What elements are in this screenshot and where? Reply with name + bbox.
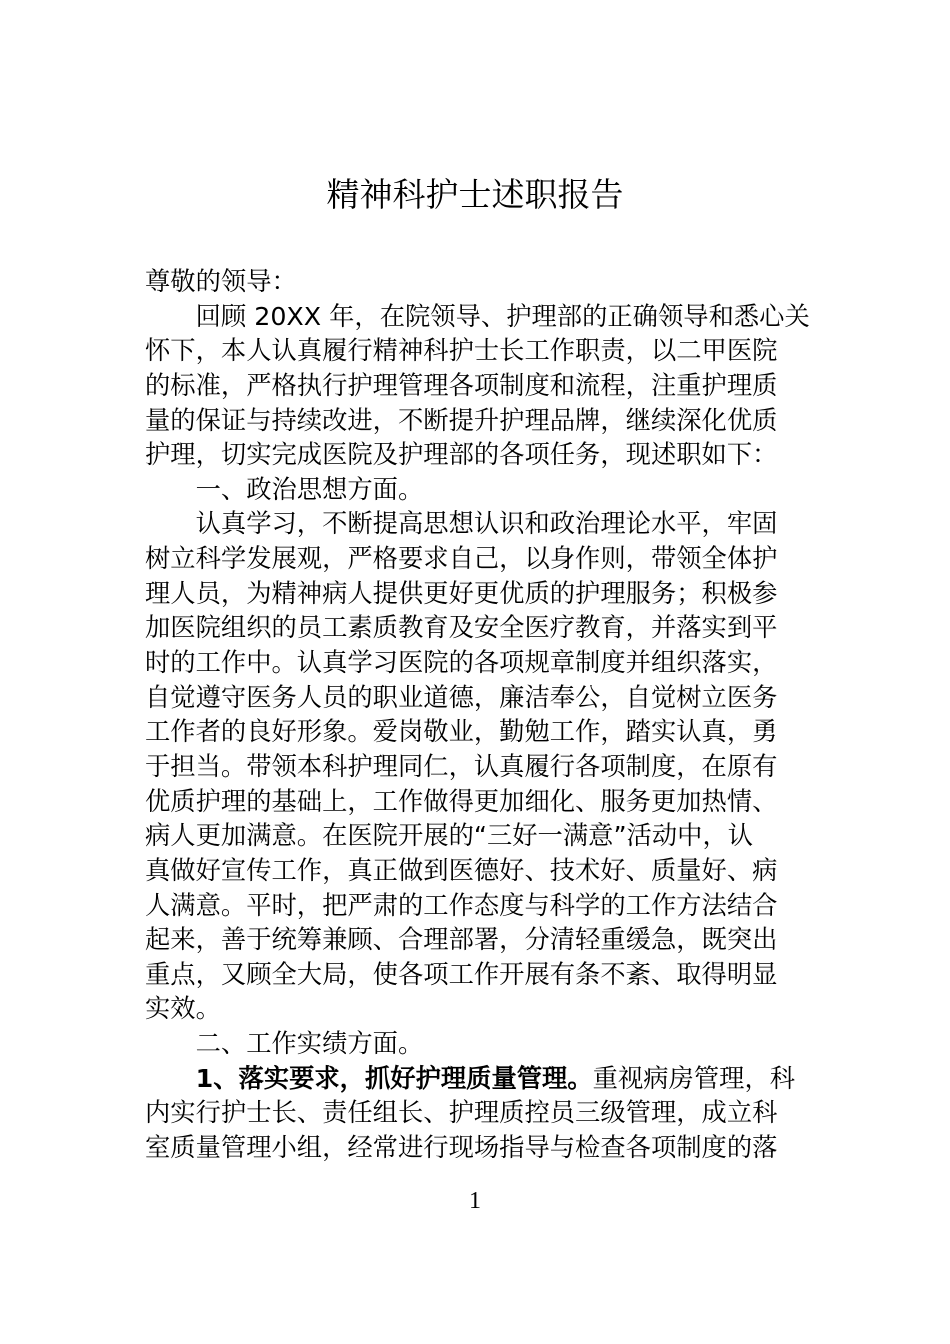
paragraph-line: 树立科学发展观，严格要求自己，以身作则，带领全体护 bbox=[145, 544, 778, 574]
paragraph-line: 实效。 bbox=[145, 994, 221, 1024]
paragraph-line: 量的保证与持续改进，不断提升护理品牌，继续深化优质 bbox=[145, 405, 778, 435]
paragraph-line: 起来，善于统筹兼顾、合理部署，分清轻重缓急，既突出 bbox=[145, 925, 778, 955]
paragraph-line: 人满意。平时，把严肃的工作态度与科学的工作方法结合 bbox=[145, 890, 778, 920]
paragraph-line: 回顾 20XX 年，在院领导、护理部的正确领导和悉心关 bbox=[195, 301, 810, 331]
section-heading-bold: 1、落实要求，抓好护理质量管理。 bbox=[195, 1063, 593, 1093]
paragraph-line bbox=[145, 1062, 810, 1097]
paragraph-line: 一、政治思想方面。 bbox=[195, 474, 424, 504]
paragraph-line: 加医院组织的员工素质教育及安全医疗教育，并落实到平 bbox=[145, 613, 778, 643]
paragraph-text: 重视病房管理，科 bbox=[592, 1063, 796, 1093]
paragraph-line: 于担当。带领本科护理同仁，认真履行各项制度，在原有 bbox=[145, 751, 778, 781]
paragraph-line: 室质量管理小组，经常进行现场指导与检查各项制度的落 bbox=[145, 1133, 778, 1163]
paragraph-line: 自觉遵守医务人员的职业道德，廉洁奉公，自觉树立医务 bbox=[145, 682, 778, 712]
paragraph-line: 重点，又顾全大局，使各项工作开展有条不紊、取得明显 bbox=[145, 959, 778, 989]
paragraph-line: 病人更加满意。在医院开展的“三好一满意”活动中，认 bbox=[145, 821, 754, 851]
paragraph-line: 优质护理的基础上，工作做得更加细化、服务更加热情、 bbox=[145, 786, 778, 816]
document-title: 精神科护士述职报告 bbox=[326, 175, 624, 214]
paragraph-line: 真做好宣传工作，真正做到医德好、技术好、质量好、病 bbox=[145, 855, 778, 885]
paragraph-line: 认真学习，不断提高思想认识和政治理论水平，牢固 bbox=[195, 509, 778, 539]
paragraph-line: 时的工作中。认真学习医院的各项规章制度并组织落实， bbox=[145, 648, 778, 678]
paragraph-line: 怀下，本人认真履行精神科护士长工作职责，以二甲医院 bbox=[145, 336, 778, 366]
paragraph-line: 工作者的良好形象。爱岗敬业，勤勉工作，踏实认真，勇 bbox=[145, 717, 778, 747]
page-number: 1 bbox=[469, 1188, 481, 1214]
paragraph-line: 的标准，严格执行护理管理各项制度和流程，注重护理质 bbox=[145, 370, 778, 400]
document-body bbox=[145, 265, 810, 1166]
paragraph-line: 二、工作实绩方面。 bbox=[195, 1029, 424, 1059]
paragraph-line: 护理，切实完成医院及护理部的各项任务，现述职如下： bbox=[145, 440, 778, 470]
paragraph-line: 尊敬的领导： bbox=[145, 267, 297, 296]
paragraph-line: 理人员，为精神病人提供更好更优质的护理服务；积极参 bbox=[145, 578, 778, 608]
paragraph-line: 内实行护士长、责任组长、护理质控员三级管理，成立科 bbox=[145, 1098, 778, 1128]
